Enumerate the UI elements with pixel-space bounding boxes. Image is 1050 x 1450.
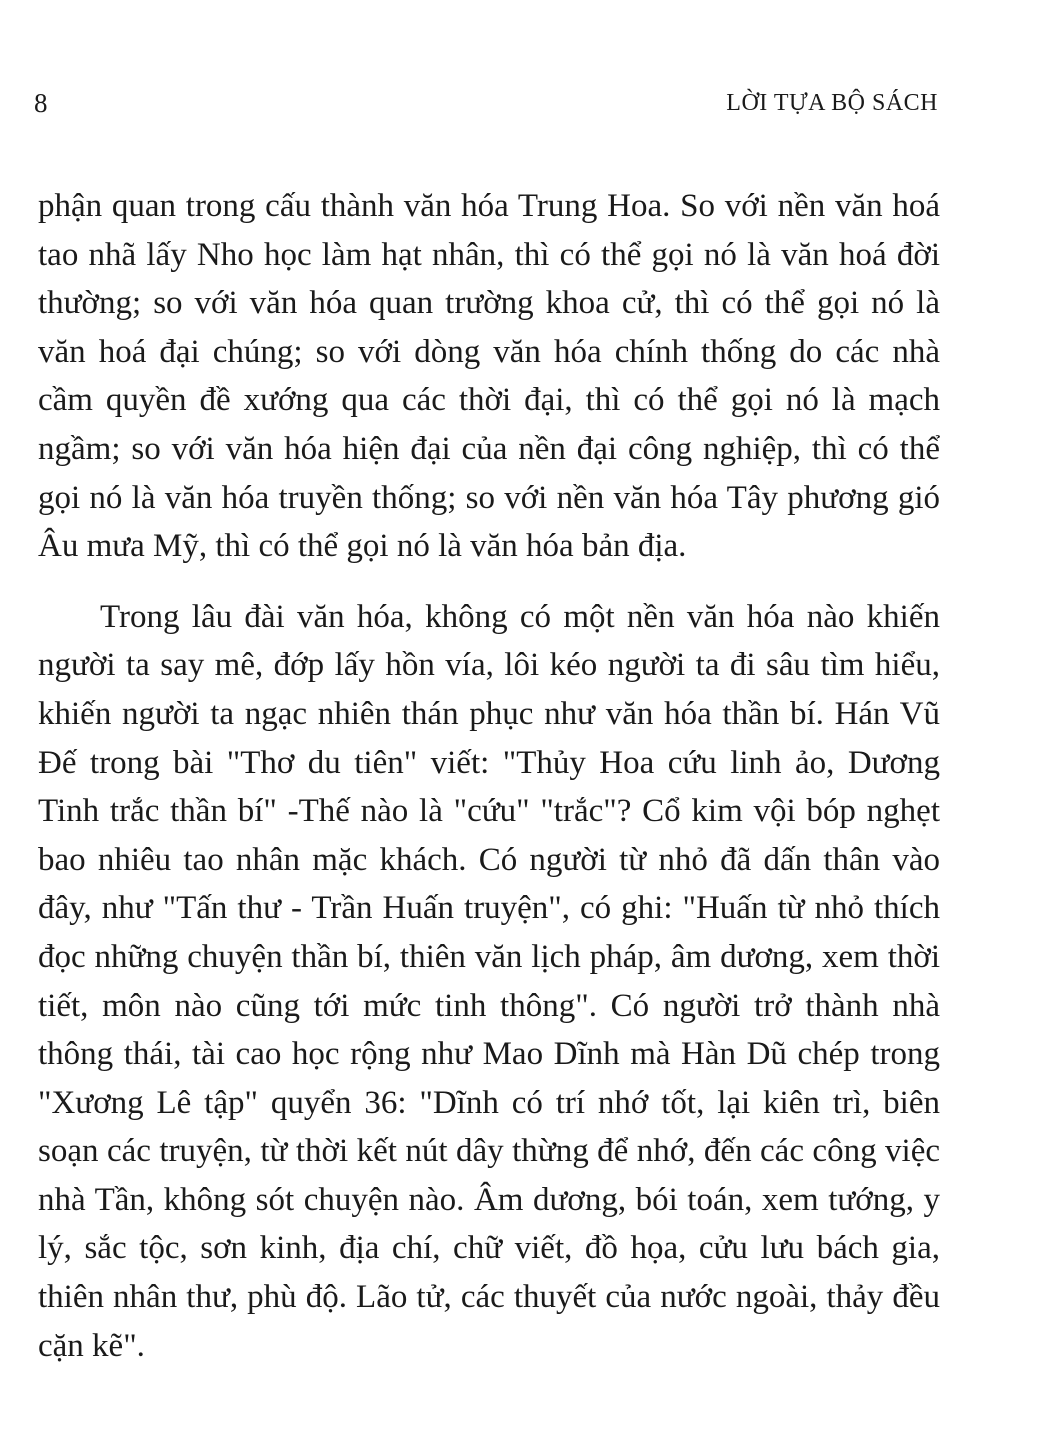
page-header xyxy=(34,86,938,120)
running-title: LỜI TỰA BỘ SÁCH xyxy=(726,90,938,116)
paragraph-2: Trong lâu đài văn hóa, không có một nền văn hóa nào khiến người ta say mê, đớp lấy hồn vía, lôi kéo người ta đi sâu tìm hiểu, khiến người ta ngạc nhiên thán phục như văn hóa thần bí. Hán Vũ Đế trong bài "Thơ du tiên" viết: "Thủy Hoa cứu linh ảo, Dương Tinh trắc thần bí" -Thế nào là "cứu" "trắc"? Cổ kim vội bóp nghẹt bao nhiêu tao nhân mặc khách. Có người từ nhỏ đã dấn thân vào đây, như "Tấn thư - Trần Huấn truyện", có ghi: "Huấn từ nhỏ thích đọc những chuyện thần bí, thiên văn lịch pháp, âm dương, xem thời tiết, môn nào cũng tới mức tinh thông". Có người trở thành nhà thông thái, tài cao học rộng như Mao Dĩnh mà Hàn Dũ chép trong "Xương Lê tập" quyển 36: "Dĩnh có trí nhớ tốt, lại kiên trì, biên soạn các truyện, từ thời kết nút dây thừng để nhớ, đến các công việc nhà Tần, không sót chuyện nào. Âm dương, bói toán, xem tướng, y lý, sắc tộc, sơn kinh, địa chí, chữ viết, đồ họa, cửu lưu bách gia, thiên nhân thư, phù độ. Lão tử, các thuyết của nước ngoài, thảy đều cặn kẽ". xyxy=(38,598,940,1364)
page-number: 8 xyxy=(34,88,48,118)
body-text xyxy=(38,182,940,1370)
paragraph-1: phận quan trong cấu thành văn hóa Trung Hoa. So với nền văn hoá tao nhã lấy Nho học làm hạt nhân, thì có thể gọi nó là văn hoá đời thường; so với văn hóa quan trường khoa cử, thì có thể gọi nó là văn hoá đại chúng; so với dòng văn hóa chính thống do các nhà cầm quyền đề xướng qua các thời đại, thì có thể gọi nó là mạch ngầm; so với văn hóa hiện đại của nền đại công nghiệp, thì có thể gọi nó là văn hóa truyền thống; so với nền văn hóa Tây phương gió Âu mưa Mỹ, thì có thể gọi nó là văn hóa bản địa. xyxy=(38,188,940,565)
